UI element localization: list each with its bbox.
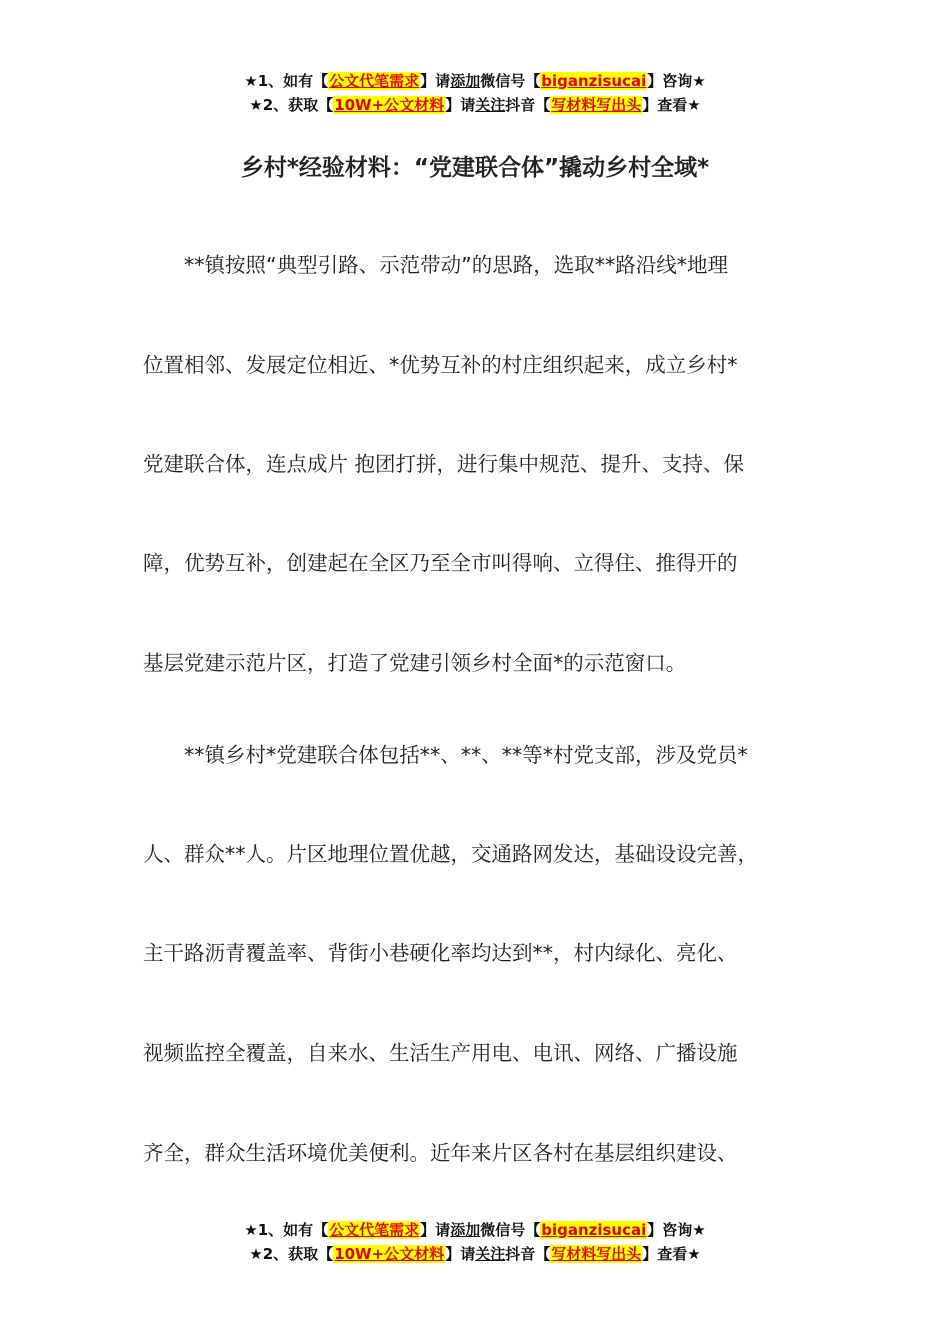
- banner-line-2: ★2、获取【10W+公文材料】请关注抖音【写材料写出头】查看★: [249, 1245, 701, 1263]
- banner-line-2: ★2、获取【10W+公文材料】请关注抖音【写材料写出头】查看★: [249, 96, 701, 114]
- materials-highlight: 10W+公文材料: [334, 96, 445, 114]
- body-line: 障，优势互补，创建起在全区乃至全市叫得响、立得住、推得开的: [143, 551, 738, 575]
- body-line: 基层党建示范片区，打造了党建引领乡村全面*的示范窗口。: [143, 651, 687, 675]
- douyin-account: 写材料写出头: [551, 96, 642, 114]
- materials-highlight: 10W+公文材料: [334, 1245, 445, 1263]
- body-line: 主干路沥青覆盖率、背街小巷硬化率均达到**，村内绿化、亮化、: [143, 941, 738, 965]
- wechat-id: biganzisucai: [541, 1221, 647, 1239]
- banner-line-1: ★1、如有【公文代笔需求】请添加微信号【biganzisucai】咨询★: [244, 1221, 706, 1239]
- body-line: **镇乡村*党建联合体包括**、**、**等*村党支部，涉及党员*: [184, 743, 748, 767]
- service-highlight: 公文代笔需求: [329, 1221, 420, 1239]
- banner-line-1: ★1、如有【公文代笔需求】请添加微信号【biganzisucai】咨询★: [244, 72, 706, 90]
- footer-banner: [0, 1218, 950, 1266]
- service-highlight: 公文代笔需求: [329, 72, 420, 90]
- body-line: **镇按照“典型引路、示范带动”的思路，选取**路沿线*地理: [184, 253, 728, 277]
- wechat-id: biganzisucai: [541, 72, 647, 90]
- body-line: 齐全，群众生活环境优美便利。近年来片区各村在基层组织建设、: [143, 1141, 738, 1165]
- body-line: 人、群众**人。片区地理位置优越，交通路网发达，基础设设完善，: [143, 842, 758, 866]
- body-line: 党建联合体，连点成片 抱团打拼，进行集中规范、提升、支持、保: [143, 452, 745, 476]
- body-line: 视频监控全覆盖，自来水、生活生产用电、电讯、网络、广播设施: [143, 1041, 738, 1065]
- body-line: 位置相邻、发展定位相近、*优势互补的村庄组织起来，成立乡村*: [143, 353, 738, 377]
- header-banner: [0, 69, 950, 117]
- document-title: 乡村*经验材料：“党建联合体”撬动乡村全域*: [240, 155, 710, 181]
- douyin-account: 写材料写出头: [551, 1245, 642, 1263]
